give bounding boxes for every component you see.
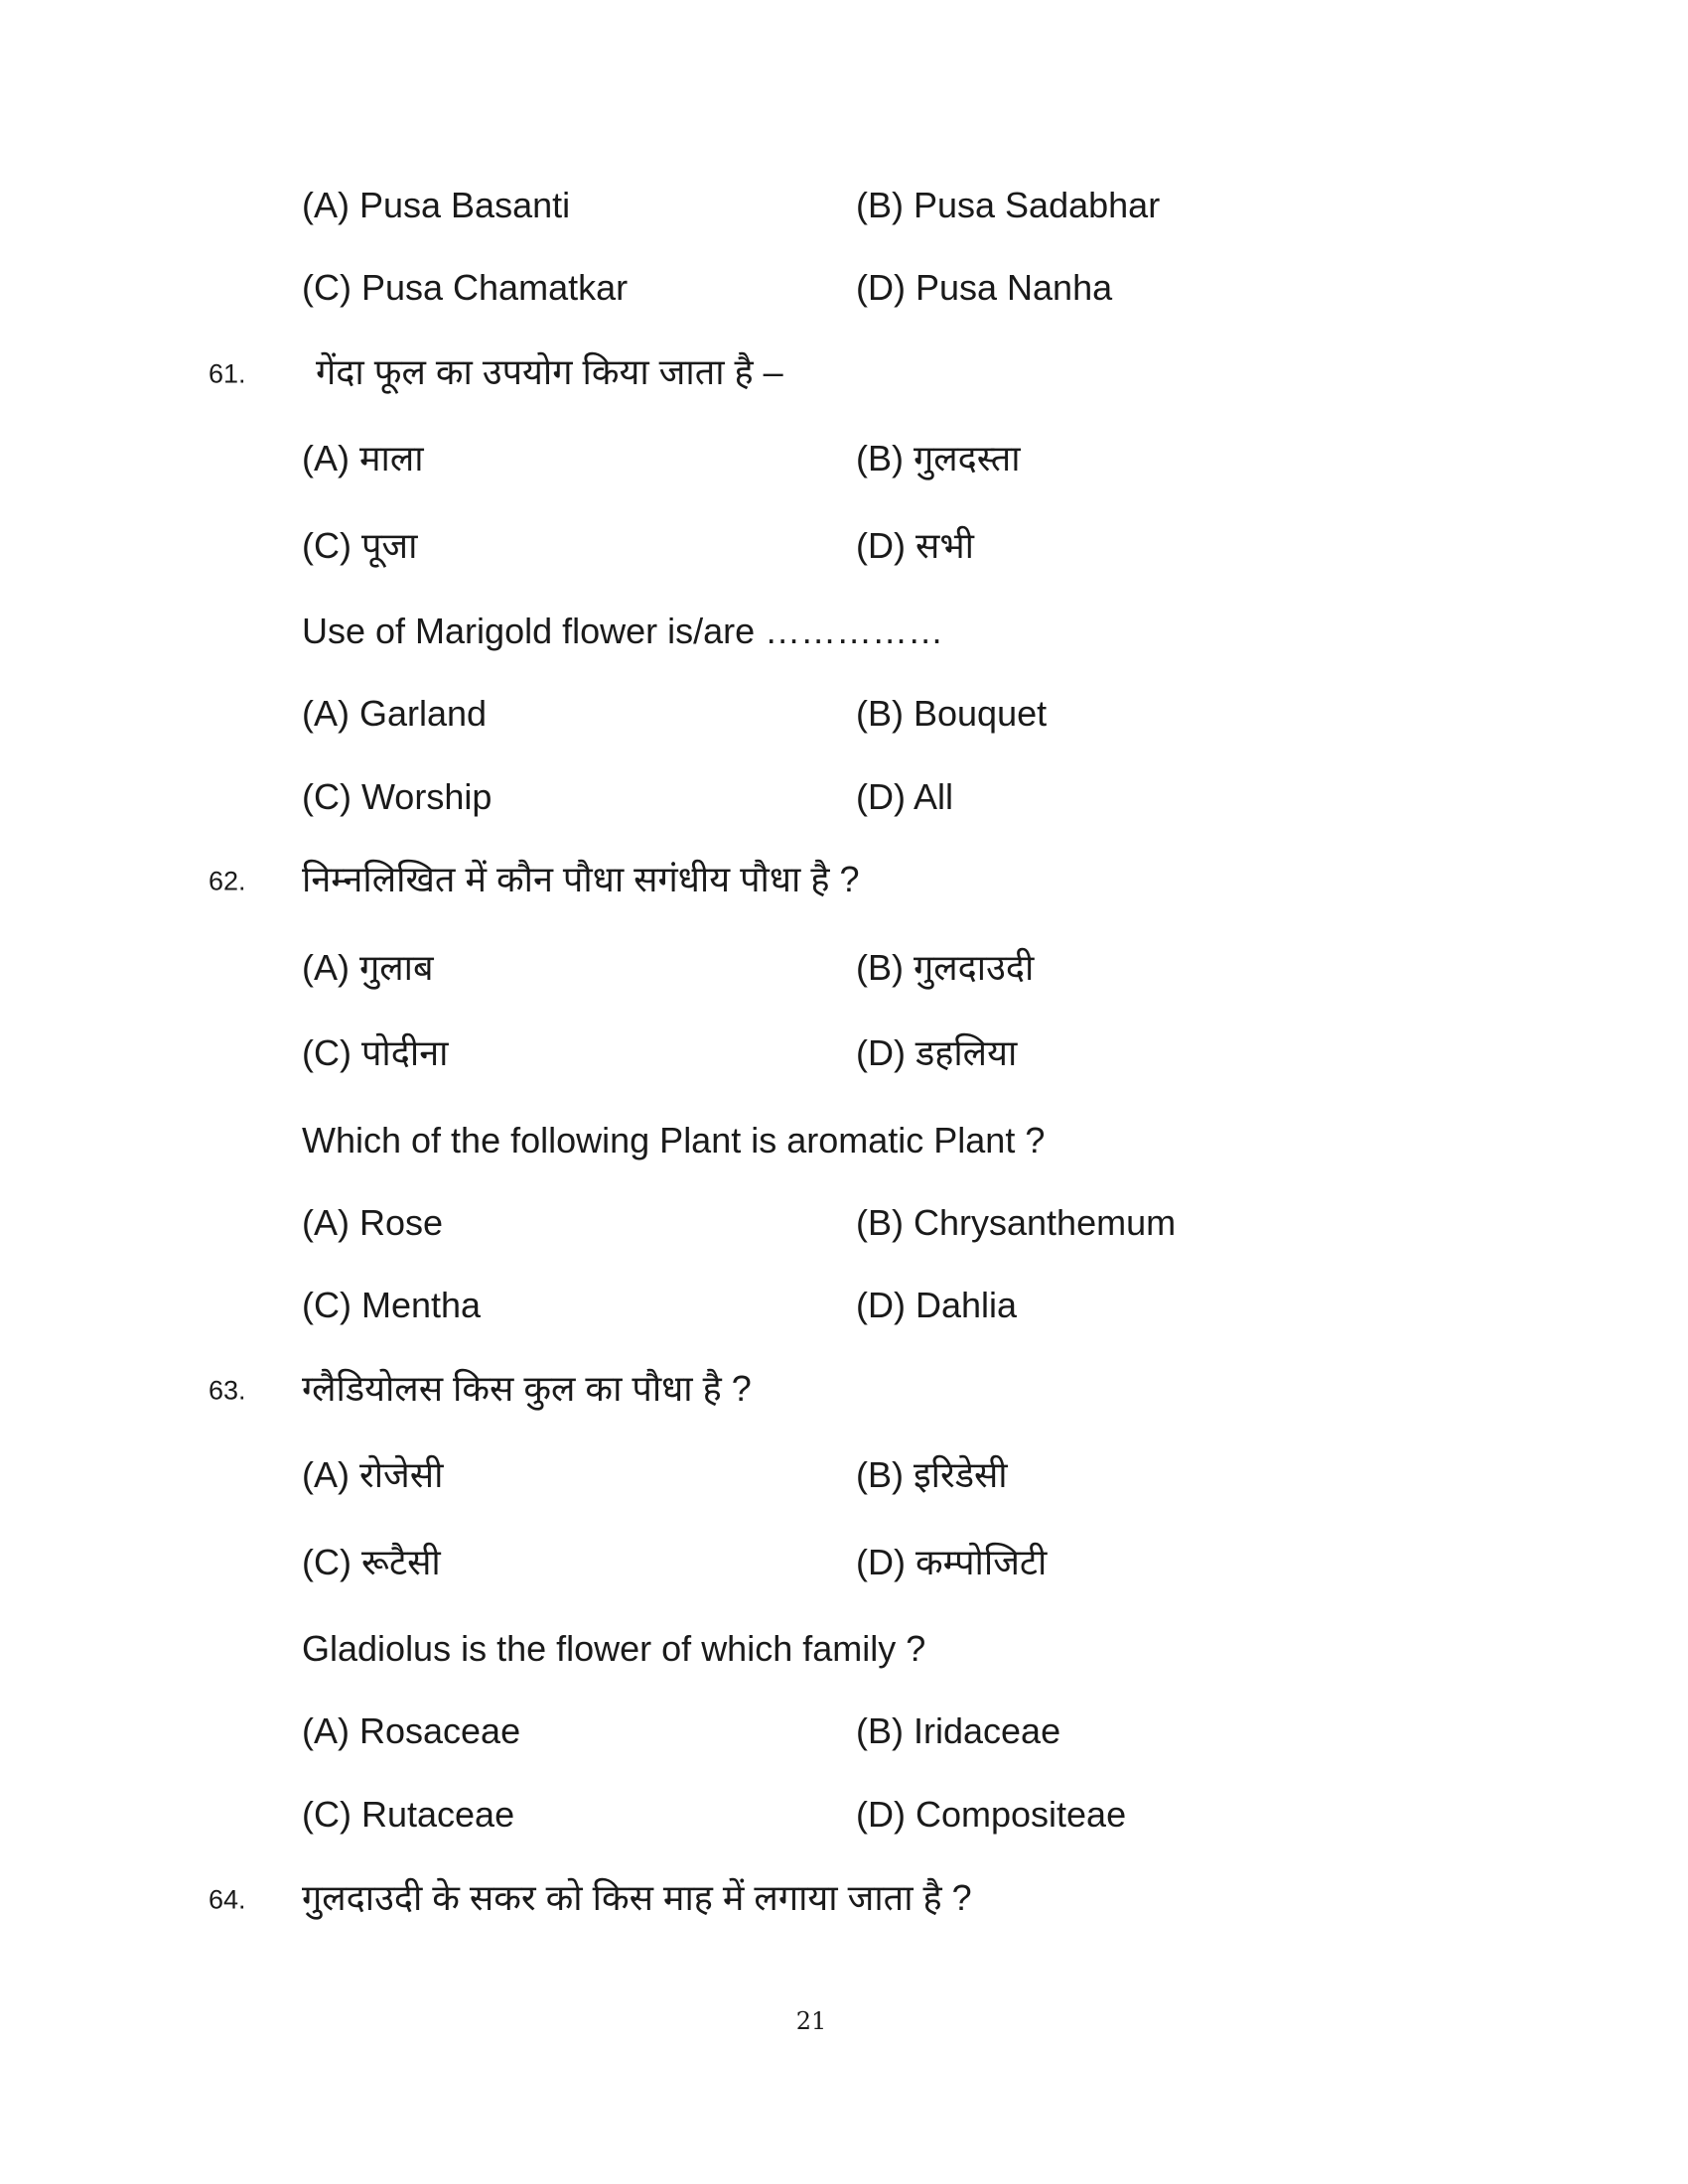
option-d-hindi: (D) डहलिया (856, 1032, 1018, 1073)
option-b: (B) Pusa Sadabhar (856, 185, 1161, 225)
option-b-hindi: (B) गुलदस्ता (856, 438, 1021, 478)
option-d: (D) All (856, 776, 953, 817)
option-d-hindi: (D) कम्पोजिटी (856, 1542, 1048, 1582)
question-number: 63. (209, 1375, 246, 1406)
option-b: (B) Iridaceae (856, 1710, 1061, 1751)
question-text-english: Gladiolus is the flower of which family ? (302, 1628, 926, 1669)
question-text-hindi: गुलदाउदी के सकर को किस माह में लगाया जाता है ? (302, 1877, 972, 1918)
page-number: 21 (795, 2007, 827, 2035)
option-a: (A) Rosaceae (302, 1710, 521, 1751)
option-a-hindi: (A) गुलाब (302, 947, 434, 988)
question-text-hindi: गेंदा फूल का उपयोग किया जाता है – (316, 351, 783, 392)
option-b: (B) Bouquet (856, 693, 1048, 734)
option-b: (B) Chrysanthemum (856, 1202, 1177, 1243)
option-a-hindi: (A) माला (302, 438, 424, 478)
option-c: (C) Rutaceae (302, 1794, 515, 1835)
option-c-hindi: (C) रूटैसी (302, 1542, 441, 1582)
option-b-hindi: (B) गुलदाउदी (856, 947, 1035, 988)
option-c-hindi: (C) पोदीना (302, 1032, 449, 1073)
option-b-hindi: (B) इरिडेसी (856, 1454, 1008, 1495)
option-a: (A) Pusa Basanti (302, 185, 571, 225)
question-text-hindi: ग्लैडियोलस किस कुल का पौधा है ? (302, 1368, 752, 1409)
option-d: (D) Compositeae (856, 1794, 1127, 1835)
option-d-hindi: (D) सभी (856, 525, 974, 566)
question-text-english: Use of Marigold flower is/are …………… (302, 611, 944, 651)
option-c: (C) Mentha (302, 1285, 482, 1325)
option-d: (D) Pusa Nanha (856, 267, 1113, 308)
option-a-hindi: (A) रोजेसी (302, 1454, 444, 1495)
option-c: (C) Pusa Chamatkar (302, 267, 629, 308)
option-d: (D) Dahlia (856, 1285, 1018, 1325)
option-a: (A) Rose (302, 1202, 444, 1243)
question-number: 61. (209, 358, 246, 389)
question-text-english: Which of the following Plant is aromatic Plant ? (302, 1120, 1046, 1160)
question-number: 64. (209, 1884, 246, 1915)
question-text-hindi: निम्नलिखित में कौन पौधा सगंधीय पौधा है ? (302, 859, 860, 899)
option-c: (C) Worship (302, 776, 492, 817)
option-c-hindi: (C) पूजा (302, 525, 418, 566)
question-number: 62. (209, 866, 246, 896)
option-a: (A) Garland (302, 693, 488, 734)
